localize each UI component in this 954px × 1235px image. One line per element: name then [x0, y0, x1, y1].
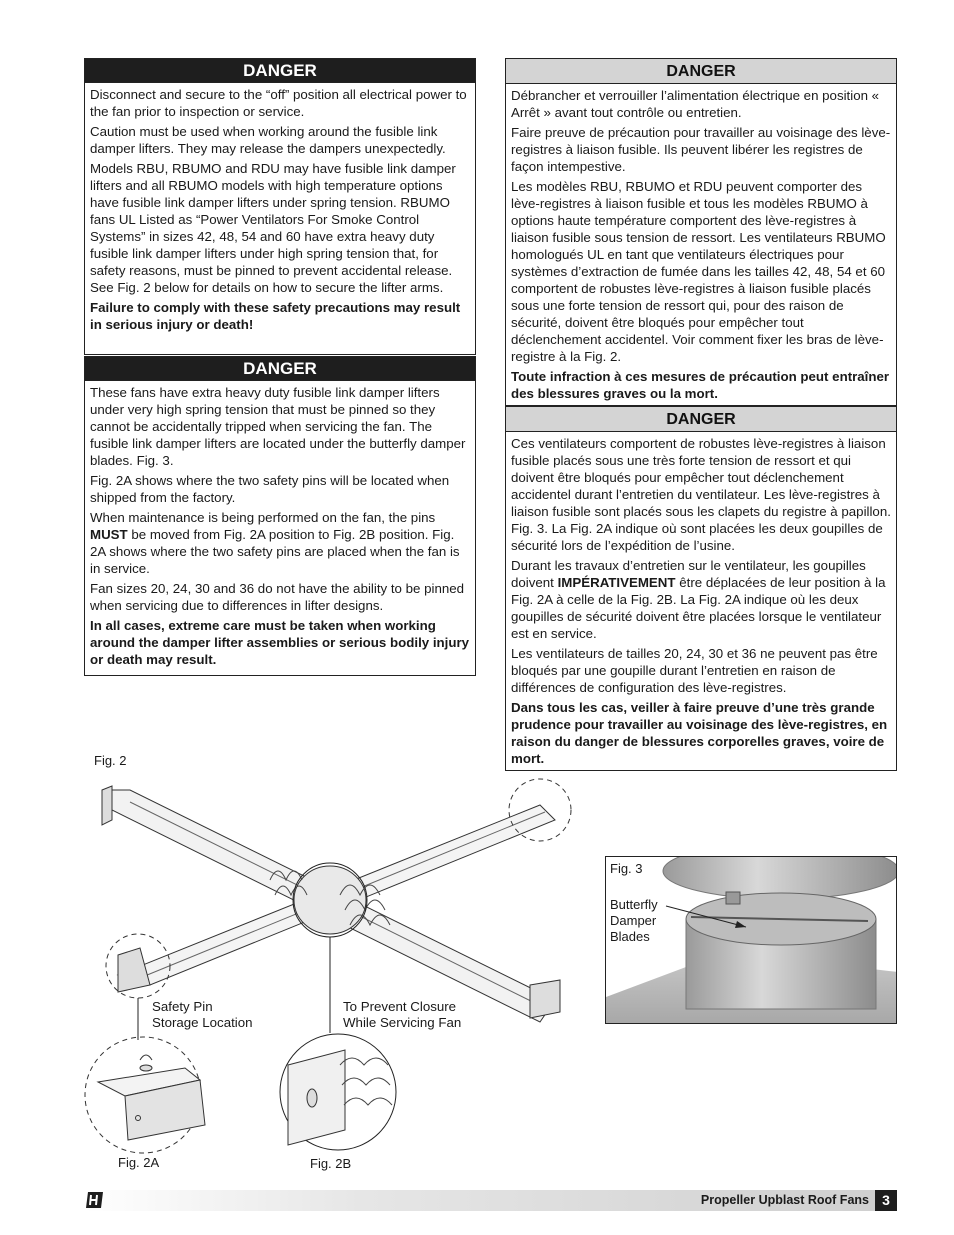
text-span: Durant les travaux d’entretien sur le ventilateur, les goupilles doivent — [511, 558, 866, 590]
label-line: Damper — [610, 913, 657, 928]
company-logo-icon — [85, 1190, 105, 1210]
danger-paragraph: Models RBU, RBUMO and RDU may have fusible link damper lifters and all RBUMO models with high temperature options have fusible link damper lifters under spring tension. RBUMO fans UL Listed as “Power Ventilators For Smoke Control Systems” in sizes 42, 48, 54 and 60 have extra heavy duty fusible link damper lifters under high spring tension that, for safety reasons, must be pinned to prevent accidental release. See Fig. 2 below for details on how to secure the lifter arms. — [90, 161, 456, 295]
danger-heading: DANGER — [85, 59, 475, 83]
danger-paragraph: These fans have extra heavy duty fusible link damper lifters under very high spring tension that must be pinned so they cannot be accidentally tripped when servicing the fan. The fusible link damper lifters are located under the butterfly damper blades. Fig. 3. — [90, 385, 466, 468]
danger-heading: DANGER — [506, 59, 896, 84]
prevent-closure-label — [343, 999, 461, 1031]
label-line: While Servicing Fan — [343, 1015, 462, 1030]
danger-warning: Dans tous les cas, veiller à faire preuve d’une très grande prudence pour travailler au voisinage des lève-registres, en raison du danger de blessures corporelles graves, voire de mort. — [511, 700, 888, 766]
text-span: be moved from Fig. 2A position to Fig. 2B position. Fig. 2A shows where the two safety pins are placed when the fan is in service. — [90, 527, 460, 576]
label-line: To Prevent Closure — [343, 999, 457, 1014]
danger-paragraph: Disconnect and secure to the “off” position all electrical power to the fan prior to inspection or service. — [90, 87, 467, 119]
danger-paragraph: Fig. 2A shows where the two safety pins will be located when shipped from the factory. — [90, 473, 450, 505]
label-line: Safety Pin — [152, 999, 213, 1014]
danger-heading: DANGER — [85, 357, 475, 381]
label-line: Blades — [610, 929, 650, 944]
danger-paragraph: Faire preuve de précaution pour travailler au voisinage des lève-registres à liaison fusible. Ils peuvent libérer les registres de façon intempestive. — [511, 125, 891, 174]
danger-paragraph: Fan sizes 20, 24, 30 and 36 do not have the ability to be pinned when servicing due to differences in lifter designs. — [90, 581, 465, 613]
danger-heading: DANGER — [506, 407, 896, 432]
emphasis-text: IMPÉRATIVEMENT — [557, 575, 676, 590]
fig3-label: Fig. 3 — [610, 861, 643, 876]
emphasis-text: MUST — [90, 527, 128, 542]
fig3-photo-box — [605, 856, 897, 1024]
page-number: 3 — [875, 1190, 897, 1211]
danger-paragraph: Les modèles RBU, RBUMO et RDU peuvent comporter des lève-registres à liaison fusible et tous les modèles RBUMO à options haute température comportent des lève-registres à liaison fusible sous tension de ressort. Les ventilateurs RBUMO homologués UL en tant que ventilateurs électriques pour systèmes d’extraction de fumée dans les tailles 42, 48, 54 et 60 comportent de robustes lève-registres à liaison fusible placés sous une forte tension de ressort qui, pour des raison de sécurité, doivent être bloqués pour empêcher tout déclenchement accidentel. Voir comment fixer les bras de lève-registre à la Fig. 2. — [511, 179, 886, 364]
butterfly-damper-label — [610, 897, 658, 945]
text-span: When maintenance is being performed on the fan, the pins — [90, 510, 436, 525]
fig2a-label: Fig. 2A — [118, 1155, 160, 1170]
footer-title: Propeller Upblast Roof Fans — [700, 1193, 869, 1207]
danger-warning: In all cases, extreme care must be taken when working around the damper lifter assemblies or serious bodily injury or death may result. — [90, 618, 470, 667]
danger-warning: Failure to comply with these safety precautions may result in serious injury or death! — [90, 300, 461, 332]
text-span: être déplacées de leur position à la Fig. 2A à celle de la Fig. 2B. La Fig. 2A indique où les deux goupilles de sécurité doivent être placées lorsque le ventilateur est en service. — [511, 575, 886, 641]
label-line: Butterfly — [610, 897, 658, 912]
fig2-label: Fig. 2 — [94, 753, 127, 768]
danger-warning: Toute infraction à ces mesures de précaution peut entraîner des blessures graves ou la mort. — [511, 369, 890, 401]
fig2b-label: Fig. 2B — [310, 1156, 352, 1171]
danger-paragraph: Caution must be used when working around the fusible link damper lifters. They may release the dampers unexpectedly. — [90, 124, 446, 156]
danger-paragraph: Débrancher et verrouiller l’alimentation électrique en position « Arrêt » avant tout contrôle ou entretien. — [511, 88, 880, 120]
danger-paragraph: Ces ventilateurs comportent de robustes lève-registres à liaison fusible placés sous une très forte tension de ressort et qui doivent être bloqués pour empêcher tout déclenchement accidentel durant l’entretien du ventilateur. Les lève-registres à liaison fusible sont placés sous les clapets du registre à papillon. Fig. 3. La Fig. 2A indique où sont placées les deux goupilles de sécurité lors de l’expédition de l’usine. — [511, 436, 891, 553]
danger-paragraph: Les ventilateurs de tailles 20, 24, 30 et 36 ne peuvent pas être bloqués par une goupille durant l’entretien en raison de différences de configuration des lève-registres. — [511, 646, 878, 695]
safety-pin-label — [152, 999, 253, 1031]
label-line: Storage Location — [152, 1015, 253, 1030]
